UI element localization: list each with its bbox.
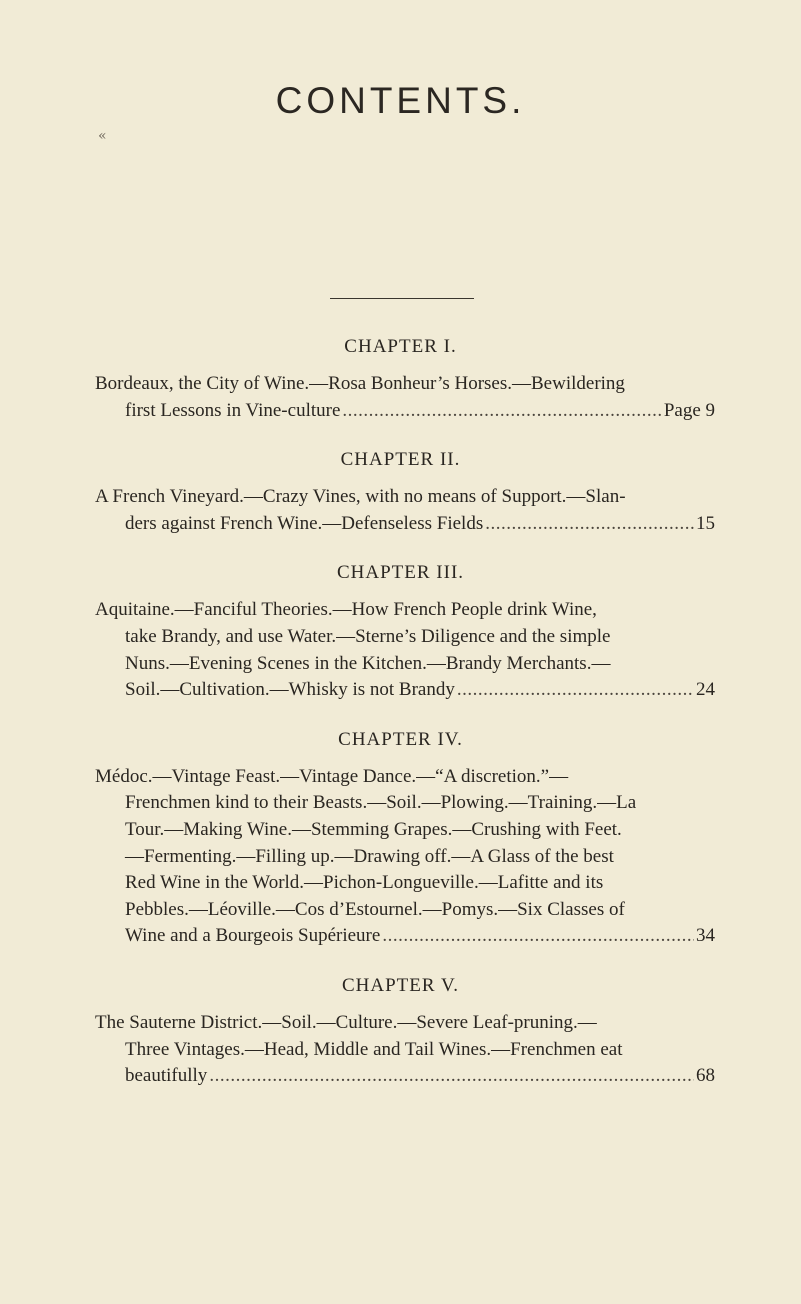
summary-line: The Sauterne District.—Soil.—Culture.—Severe Leaf-pruning.—: [95, 1011, 597, 1033]
dot-leader: [457, 677, 694, 704]
summary-line: Frenchmen kind to their Beasts.—Soil.—Plowing.—Training.—La: [125, 792, 637, 814]
summary-line: beautifully: [125, 1065, 208, 1087]
page-number: Page 9: [663, 399, 715, 421]
chapter-entry-4: [0, 728, 801, 950]
chapter-summary: [0, 484, 801, 537]
summary-line: A French Vineyard.—Crazy Vines, with no means of Support.—Slan-: [95, 486, 626, 508]
chapter-heading: CHAPTER V.: [342, 974, 459, 996]
contents-list: [0, 335, 801, 1114]
page-title: CONTENTS.: [275, 80, 526, 121]
chapter-entry-5: [0, 974, 801, 1090]
summary-line: Aquitaine.—Fanciful Theories.—How French People drink Wine,: [95, 599, 597, 621]
title-rule: [330, 298, 474, 299]
summary-line: first Lessons in Vine-culture: [125, 399, 341, 421]
page-number: 15: [696, 512, 715, 534]
summary-line: take Brandy, and use Water.—Sterne’s Diligence and the simple: [125, 625, 611, 647]
summary-line: Bordeaux, the City of Wine.—Rosa Bonheur’s Horses.—Bewildering: [95, 373, 625, 394]
dot-leader: [342, 398, 661, 425]
summary-line: ders against French Wine.—Defenseless Fields: [125, 512, 484, 534]
summary-line: Red Wine in the World.—Pichon-Longueville.—Lafitte and its: [125, 872, 604, 894]
chapter-entry-3: [0, 561, 801, 703]
chapter-summary: [0, 597, 801, 703]
chapter-summary: [0, 1010, 801, 1090]
summary-line: Nuns.—Evening Scenes in the Kitchen.—Brandy Merchants.—: [125, 652, 611, 674]
chapter-entry-1: [0, 335, 801, 424]
dot-leader: [382, 923, 694, 950]
page-mark: «: [98, 128, 107, 144]
chapter-heading: CHAPTER III.: [336, 562, 465, 584]
summary-line: —Fermenting.—Filling up.—Drawing off.—A Glass of the best: [125, 845, 614, 867]
summary-line: Pebbles.—Léoville.—Cos d’Estournel.—Pomys.—Six Classes of: [125, 898, 625, 920]
chapter-summary: [0, 764, 801, 950]
dot-leader: [209, 1063, 694, 1090]
summary-line: Wine and a Bourgeois Supérieure: [125, 925, 381, 947]
summary-line: Soil.—Cultivation.—Whisky is not Brandy: [125, 679, 455, 701]
dot-leader: [485, 511, 694, 538]
page-number: 24: [696, 679, 715, 701]
chapter-summary: [0, 371, 801, 424]
summary-line: Three Vintages.—Head, Middle and Tail Wines.—Frenchmen eat: [125, 1038, 623, 1060]
summary-line: Médoc.—Vintage Feast.—Vintage Dance.—“A discretion.”—: [95, 765, 569, 787]
chapter-entry-2: [0, 448, 801, 537]
chapter-heading: CHAPTER I.: [344, 336, 457, 357]
chapter-heading: CHAPTER IV.: [338, 728, 463, 750]
summary-line: Tour.—Making Wine.—Stemming Grapes.—Crushing with Feet.: [125, 818, 622, 840]
page-number: 34: [696, 925, 715, 947]
chapter-heading: CHAPTER II.: [340, 449, 461, 471]
page-number: 68: [696, 1065, 715, 1087]
